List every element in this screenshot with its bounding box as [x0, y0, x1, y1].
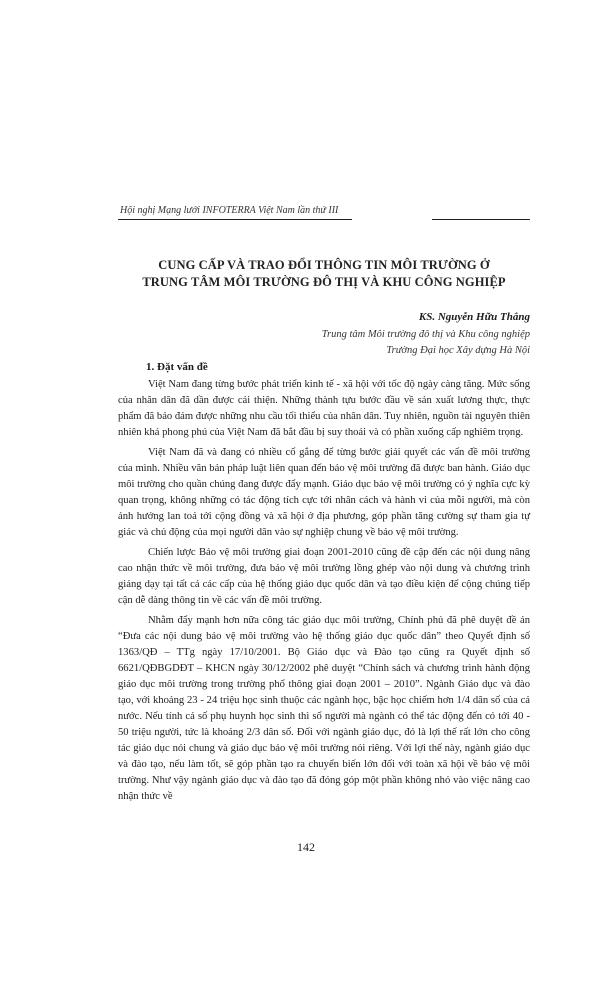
running-head: Hội nghị Mạng lưới INFOTERRA Việt Nam lần thứ III — [120, 205, 339, 216]
page-number: 142 — [297, 840, 315, 854]
body-text — [118, 377, 530, 809]
title-line-1: CUNG CẤP VÀ TRAO ĐỔI THÔNG TIN MÔI TRƯỜNG Ở — [158, 258, 490, 272]
header-rule-gap — [352, 216, 432, 222]
author-affiliation-1: Trung tâm Môi trường đô thị và Khu công nghiệp — [321, 329, 530, 340]
author-name: KS. Nguyễn Hữu Thắng — [418, 311, 530, 323]
paragraph-3: Chiến lược Bảo vệ môi trường giai đoạn 2001-2010 cũng đề cập đến các nội dung nâng cao nhận thức về môi trường, đưa bảo vệ môi trường lồng ghép vào nội dung và chương trình giảng dạy tại tất cả các cấp của hệ thống giáo dục quốc dân và tạo điều kiện để cộng chúng tiếp cận dễ dàng thông tin về các vấn đề môi trường. — [118, 547, 530, 606]
header-rule — [118, 219, 530, 220]
paragraph-4: Nhằm đẩy mạnh hơn nữa công tác giáo dục môi trường, Chính phủ đã phê duyệt đề án “Đưa các nội dung bảo vệ môi trường vào hệ thống giáo dục quốc dân” theo Quyết định số 1363/QĐ – TTg ngày 17/10/2001. Bộ Giáo dục và Đào tạo cũng ra Quyết định số 6621/QĐBGDĐT – KHCN ngày 30/12/2002 phê duyệt “Chính sách và chương trình hành động giáo dục môi trường trong trường phổ thông giai đoạn 2001 – 2010”. Ngành Giáo dục và đào tạo, với khoảng 23 - 24 triệu học sinh thuộc các ngành học, bậc học chiếm hơn 1/4 dân số của cả nước. Nếu tính cả số phụ huynh học sinh thì số người mà ngành có thể tác động đến có tới 40 - 50 triệu người, tức là khoảng 2/3 dân số. Đối với ngành giáo dục, đó là lợi thế rất lớn cho công tác giáo dục nói chung và giáo dục bảo vệ môi trường nói riêng. Với lợi thế này, ngành giáo dục và đào tạo, nếu làm tốt, sẽ góp phần tạo ra chuyển biến lớn đối với toàn xã hội về bảo vệ môi trường. Như vậy ngành giáo dục và đào tạo đã đóng góp một phần không nhỏ vào việc nâng cao nhận thức về — [118, 615, 530, 802]
article-title — [118, 257, 530, 291]
author-affiliation-2: Trường Đại học Xây dựng Hà Nội — [386, 345, 530, 356]
section-heading: 1. Đặt vấn đề — [146, 361, 208, 373]
title-line-2: TRUNG TÂM MÔI TRƯỜNG ĐÔ THỊ VÀ KHU CÔNG NGHIỆP — [142, 275, 506, 289]
paragraph-1: Việt Nam đang từng bước phát triển kinh tế - xã hội với tốc độ ngày càng tăng. Mức sống của nhân dân đã dần được cải thiện. Những thành tựu bước đầu về sản xuất lương thực, thực phẩm đã bảo đảm được những nhu cầu tối thiểu của nhân dân. Tuy nhiên, nguồn tài nguyên thiên nhiên khá phong phú của Việt Nam đã bắt đầu bị suy thoái và có phần xuống cấp nghiêm trọng. — [118, 379, 530, 438]
paragraph-2: Việt Nam đã và đang có nhiều cố gắng để từng bước giải quyết các vấn đề môi trường của mình. Nhiều văn bản pháp luật liên quan đến bảo vệ môi trường đã được ban hành. Giáo dục môi trường cho quần chúng đang được đẩy mạnh. Giáo dục bảo vệ môi trường có ý nghĩa cực kỳ quan trọng, không những có tác động tích cực tới nhân cách và hành vi của mỗi người, mà còn ảnh hưởng lan toả tới cộng đồng và xã hội ở địa phương, góp phần tăng cường sự tham gia tự giác và chủ động của mọi người dân vào sự nghiệp chung về bảo vệ môi trường. — [118, 447, 530, 538]
